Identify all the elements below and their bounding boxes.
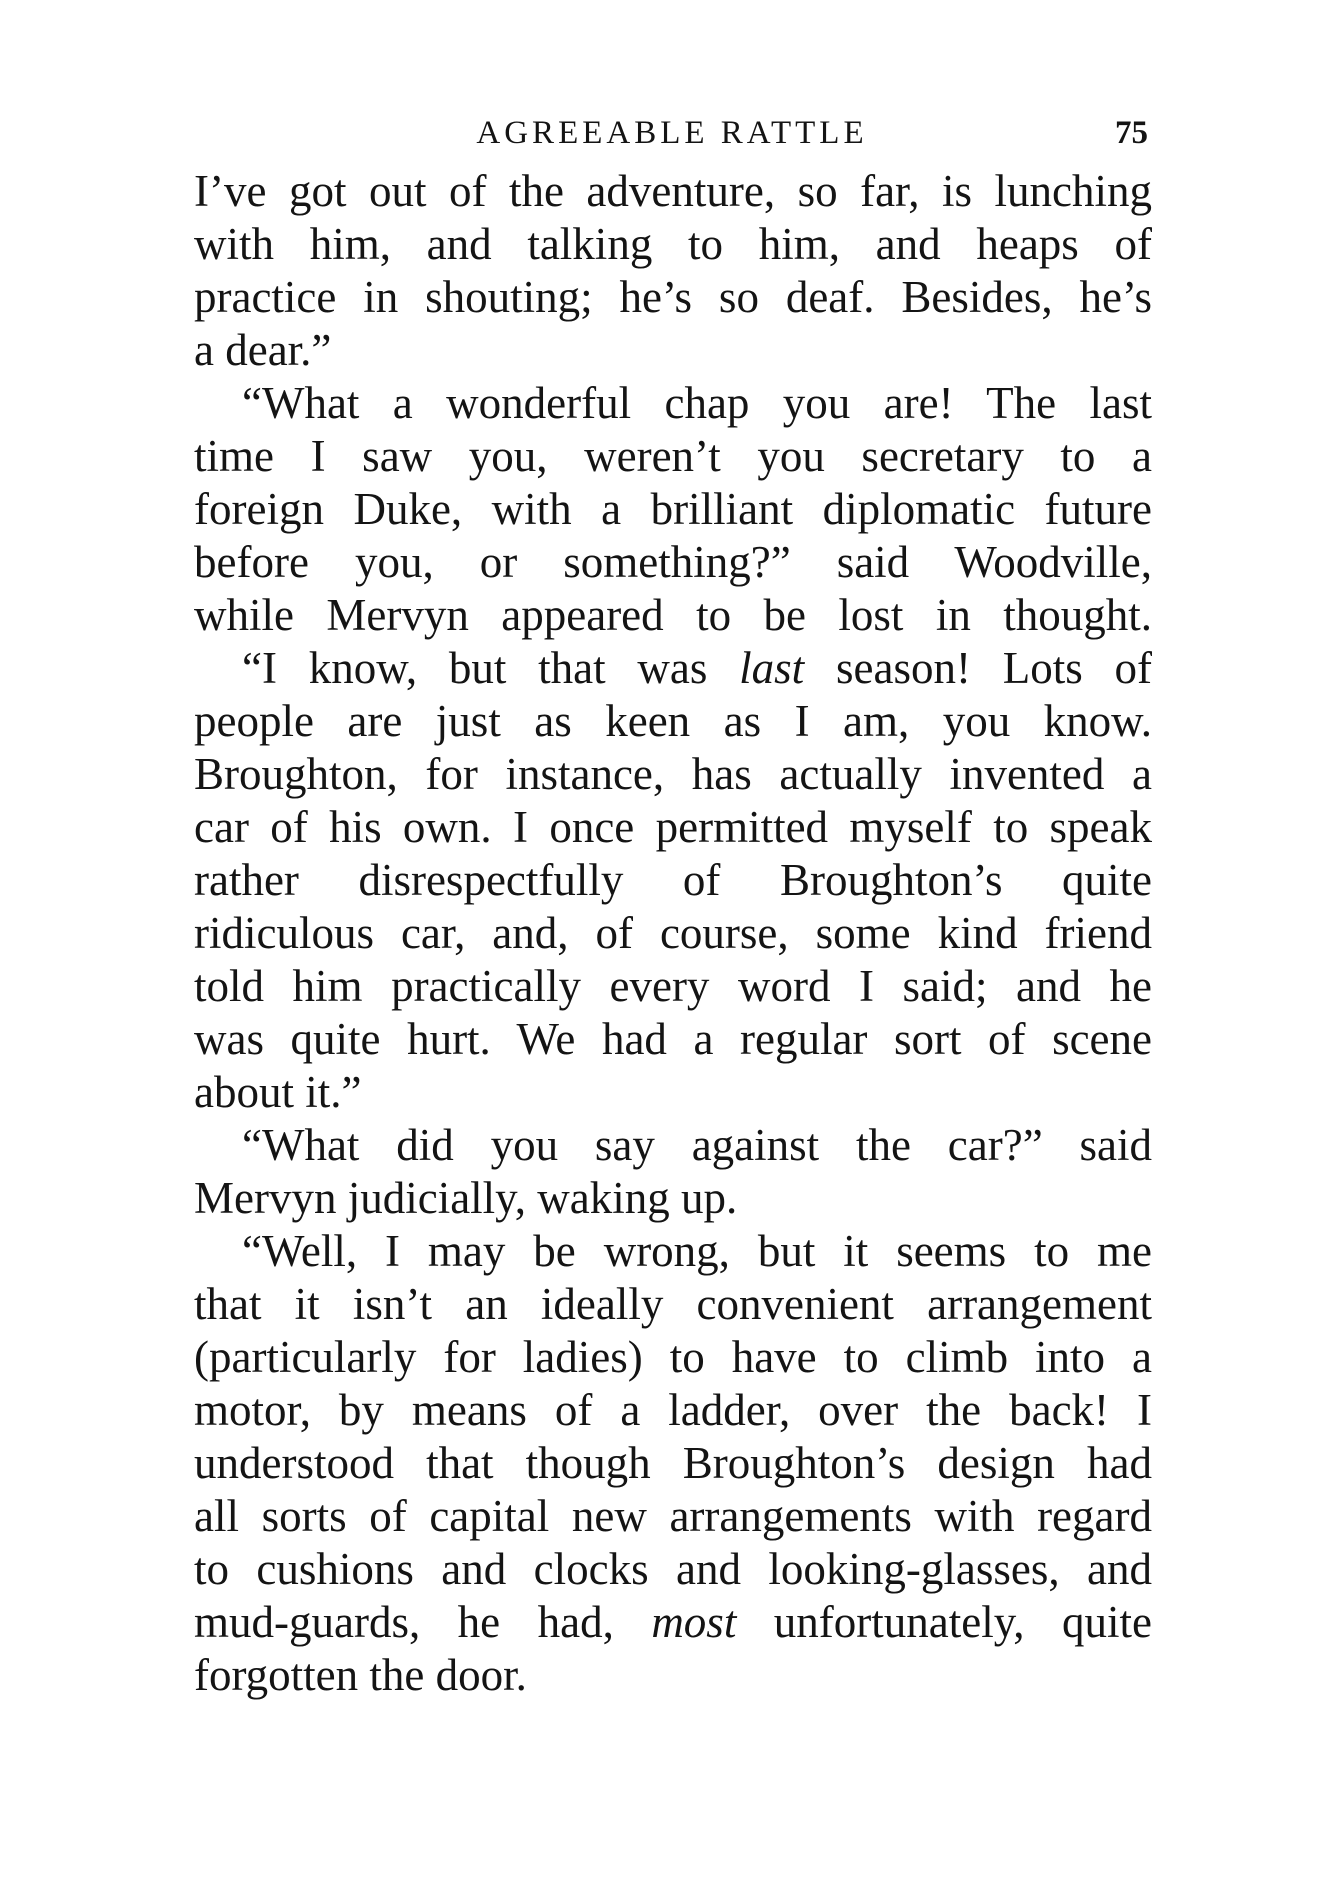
text-run: season! Lots of [804, 643, 1152, 693]
text-line: car of his own. I once permitted myself to speak [194, 802, 1152, 852]
text-line: foreign Duke, with a brilliant diplomatic future [194, 484, 1152, 534]
text-line [194, 1596, 1152, 1649]
text-line: “What did you say against the car?” said [242, 1120, 1152, 1170]
text-line: about it.” [194, 1067, 362, 1117]
text-line: people are just as keen as I am, you know. [194, 696, 1152, 746]
text-line: that it isn’t an ideally convenient arrangement [194, 1279, 1152, 1329]
text-line: told him practically every word I said; and he [194, 961, 1152, 1011]
text-line: was quite hurt. We had a regular sort of scene [194, 1014, 1152, 1064]
text-run: “I know, but that was [242, 643, 740, 693]
text-line: while Mervyn appeared to be lost in thought. [194, 590, 1152, 640]
text-line [194, 642, 1152, 695]
running-title: AGREEABLE RATTLE [476, 115, 868, 151]
text-run: mud-guards, he had, [194, 1597, 652, 1647]
text-run: unfortunately, quite [736, 1597, 1152, 1647]
text-line: I’ve got out of the adventure, so far, is lunching [194, 166, 1152, 216]
emphasis: most [651, 1597, 737, 1647]
body-text [194, 165, 1152, 1702]
emphasis: last [739, 643, 805, 693]
text-line: all sorts of capital new arrangements with regard [194, 1491, 1152, 1541]
text-line: motor, by means of a ladder, over the back! I [194, 1385, 1152, 1435]
text-line: before you, or something?” said Woodville, [194, 537, 1152, 587]
page-number: 75 [1115, 115, 1148, 151]
text-line: to cushions and clocks and looking-glasses, and [194, 1544, 1152, 1594]
text-line: Mervyn judicially, waking up. [194, 1173, 738, 1223]
text-line: a dear.” [194, 325, 332, 375]
text-line: “What a wonderful chap you are! The last [242, 378, 1152, 428]
text-line: with him, and talking to him, and heaps of [194, 219, 1152, 269]
text-line: understood that though Broughton’s design had [194, 1438, 1152, 1488]
text-line: ridiculous car, and, of course, some kind friend [194, 908, 1152, 958]
text-line: forgotten the door. [194, 1650, 527, 1700]
text-line: (particularly for ladies) to have to climb into a [194, 1332, 1152, 1382]
text-line: Broughton, for instance, has actually invented a [194, 749, 1152, 799]
text-line: practice in shouting; he’s so deaf. Besides, he’s [194, 272, 1152, 322]
text-line: rather disrespectfully of Broughton’s quite [194, 855, 1152, 905]
running-head [196, 108, 1148, 158]
text-line: “Well, I may be wrong, but it seems to me [242, 1226, 1152, 1276]
text-line: time I saw you, weren’t you secretary to a [194, 431, 1152, 481]
